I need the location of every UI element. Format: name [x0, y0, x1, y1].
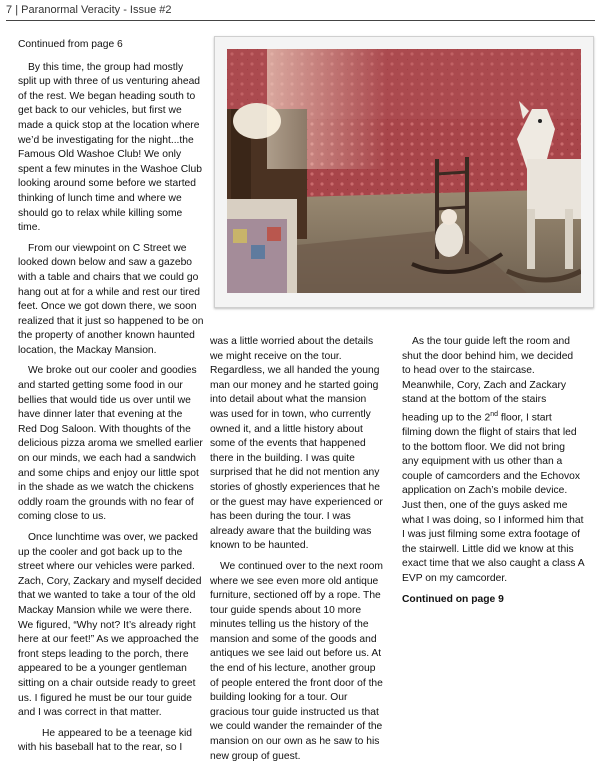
paragraph: By this time, the group had mostly split up with three of us venturing ahead of the rest. We began heading south to get back to our vehicles, but first we made a quick stop at the location where we’d be investigating for the night...the Famous Old Washoe Club! We only spent a few minutes in the Washoe Club looking around some before we started thinking of lunch time and where we should go to relax while killing some time. — [18, 61, 202, 234]
page-number: 7 — [6, 4, 13, 16]
paragraph: We broke out our cooler and goodies and started getting some food in our bellies that would tide us over until we have dinner later that evening at the Red Dog Saloon. With thoughts of the delicious pizza aroma we smelled earlier on our minds, we each had a sandwich and some chips and enjoy our little spot in the shade as we watch the chickens oddly roam the grounds with no fear of coming close to us. — [18, 365, 203, 523]
ordinal-suffix: nd — [490, 410, 498, 418]
paragraph: We continued over to the next room where we see even more old antique furniture, sectioned off by a rope. The tour guide spends about 10 more minutes telling us the history of the mansion and some of the goods and antiques we see laid out before us. At the end of his lecture, another group of people entered the front door of the building looking for a tour. Our gracious tour guide instructed us that we could wander the remainder of the mansion on our own as he saw to his new group of guest. — [210, 560, 383, 762]
paragraph: He appeared to be a teenage kid with his baseball hat to the rear, so I — [18, 727, 192, 754]
article-column-1 — [18, 38, 204, 762]
paragraph-text-start: As the tour guide left the room and shut the door behind him, we decided to head over to the staircase. Meanwhile, Cory, Zach and Zackary stand at the bottom of the stairs heading up to the 2 — [402, 336, 574, 424]
publication-title: Paranormal Veracity - Issue #2 — [21, 4, 172, 16]
antique-room-photo — [227, 49, 581, 293]
article-photo-frame — [214, 36, 594, 308]
paragraph: was a little worried about the details we might receive on the tour. Regardless, we all handed the young man our money and he started going into detail about what the mansion was used for in town, who currently owned it, and a little history about some of the events that happened there in the building. I was quite surprised that he did not mention any stories of ghostly experiences that he or the guest may have experienced or has been during the tour. I was already aware that the building was known to be haunted. — [210, 336, 383, 552]
header-divider — [6, 20, 595, 21]
paragraph: Once lunchtime was over, we packed up the cooler and got back up to the street where our vehicles were parked. Zach, Cory, Zackary and myself decided that we wanted to take a tour of the old Mackay Mansion while we were there. We figured, “Why not? It’s already right here at our feet!” As we approached the front steps leading to the porch, there appeared to be a younger gentleman sitting on a chair outside ready to greet us. I figured he must be our tour guide and I was correct in that matter. — [18, 532, 202, 719]
photo-icon — [227, 49, 581, 293]
header-separator: | — [15, 4, 19, 16]
article-column-3 — [402, 335, 584, 613]
continued-from-label: Continued from page 6 — [18, 39, 123, 50]
article-column-2 — [210, 335, 386, 770]
paragraph-text-end: floor, I start filming down the flight of stairs that led to the bottom floor. We did not bring any equipment with us other than a couple of camcorders and the Echovox application on Zach’s mobile device. Just then, one of the guys asked me what I was doing, so I informed him that I was just filming some extra footage of the stairwell. Little did we know at this exact time that we also caught a class A EVP on my camcorder. — [402, 412, 585, 584]
continued-on-label: Continued on page 9 — [402, 593, 504, 605]
paragraph — [402, 335, 584, 587]
paragraph: From our viewpoint on C Street we looked down below and saw a gazebo with a table and chairs that we could go hang out at for a while and rest our tired feet. Once we got down there, we soon realized that it just so happened to be on the property of another known haunted location, the Mackay Mansion. — [18, 242, 204, 356]
